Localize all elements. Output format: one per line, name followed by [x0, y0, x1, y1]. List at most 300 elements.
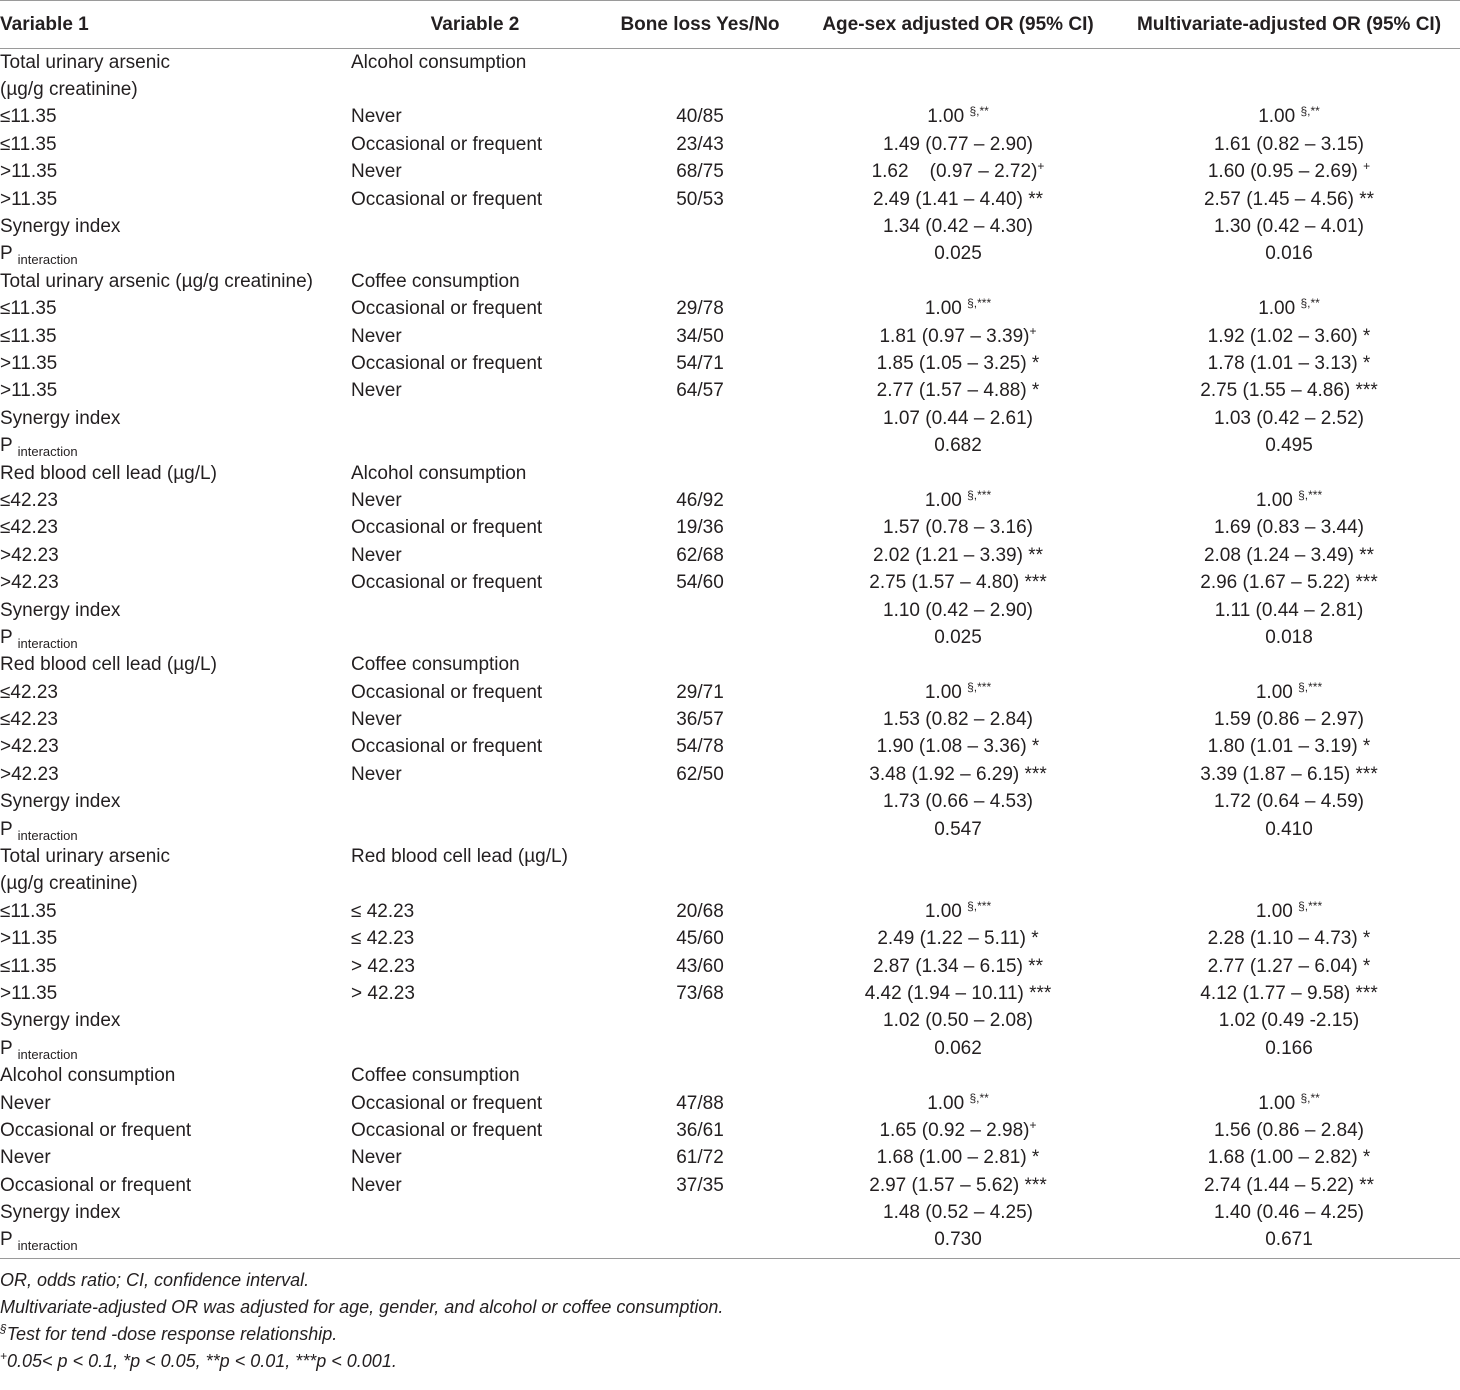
- cell-variable-1: [0, 350, 348, 377]
- variable-1-text: >42.23: [0, 763, 59, 785]
- bone-loss-text: 68/75: [676, 161, 724, 183]
- table-row: [0, 926, 1460, 953]
- age-sex-or-text: 1.00: [924, 298, 968, 320]
- multivariate-or-text: 0.671: [1265, 1229, 1313, 1251]
- significance-mark: §,**: [1300, 296, 1320, 311]
- variable-1-text: ≤11.35: [0, 955, 57, 977]
- cell-multivariate-or: [1118, 515, 1460, 542]
- cell-multivariate-or: [1118, 679, 1460, 706]
- cell-age-sex-or: [798, 953, 1118, 980]
- cell-variable-1: [0, 542, 348, 569]
- variable-2-text: Red blood cell lead (µg/L): [351, 846, 568, 868]
- bone-loss-text: 62/68: [676, 544, 724, 566]
- cell-variable-1: [0, 816, 348, 843]
- cell-multivariate-or: [1118, 1145, 1460, 1172]
- cell-variable-1: [0, 131, 348, 158]
- cell-variable-2: [348, 569, 602, 596]
- cell-bone-loss: [602, 624, 798, 651]
- variable-1-text: ≤42.23: [0, 489, 58, 511]
- cell-variable-1: [0, 898, 348, 925]
- table-row: [0, 104, 1460, 131]
- cell-bone-loss: [602, 405, 798, 432]
- age-sex-or-text: 1.85 (1.05 – 3.25) *: [876, 352, 1040, 374]
- variable-1-text: ≤11.35: [0, 900, 57, 922]
- table-row: [0, 980, 1460, 1007]
- cell-variable-1: [0, 241, 348, 268]
- table-row: [0, 542, 1460, 569]
- age-sex-or-text: 1.00: [927, 1092, 970, 1114]
- significance-mark: §,**: [969, 1090, 989, 1105]
- cell-variable-2: [348, 131, 602, 158]
- cell-variable-1: [0, 378, 348, 405]
- cell-variable-2: [348, 268, 602, 295]
- cell-bone-loss: [602, 898, 798, 925]
- cell-age-sex-or: [798, 186, 1118, 213]
- cell-bone-loss: [602, 980, 798, 1007]
- cell-bone-loss: [602, 1062, 798, 1089]
- cell-age-sex-or: [798, 926, 1118, 953]
- age-sex-or-text: 2.49 (1.41 – 4.40) **: [872, 188, 1044, 210]
- table-row: [0, 515, 1460, 542]
- cell-variable-2: [348, 241, 602, 268]
- variable-2-text: Never: [351, 709, 402, 731]
- cell-variable-1: [0, 871, 348, 898]
- cell-variable-1: [0, 706, 348, 733]
- cell-multivariate-or: [1118, 898, 1460, 925]
- age-sex-or-text: 2.97 (1.57 – 5.62) ***: [869, 1174, 1047, 1196]
- cell-bone-loss: [602, 49, 798, 77]
- cell-age-sex-or: [798, 542, 1118, 569]
- table-row: [0, 652, 1460, 679]
- cell-bone-loss: [602, 706, 798, 733]
- multivariate-or-text: 1.92 (1.02 – 3.60) *: [1207, 325, 1371, 347]
- table-row: [0, 432, 1460, 459]
- variable-2-text: Occasional or frequent: [351, 352, 543, 374]
- variable-1-text: ≤11.35: [0, 298, 57, 320]
- significance-mark: §,***: [967, 898, 992, 913]
- variable-1-text: >11.35: [0, 188, 58, 210]
- cell-age-sex-or: [798, 432, 1118, 459]
- cell-bone-loss: [602, 432, 798, 459]
- variable-2-text: Never: [351, 106, 402, 128]
- table-row: [0, 76, 1460, 103]
- cell-bone-loss: [602, 843, 798, 870]
- cell-variable-2: [348, 953, 602, 980]
- variable-1-text: ≤11.35: [0, 133, 57, 155]
- cell-age-sex-or: [798, 49, 1118, 77]
- significance-mark: §,***: [1298, 898, 1323, 913]
- multivariate-or-text: 1.11 (0.44 – 2.81): [1214, 599, 1364, 621]
- bone-loss-text: 62/50: [676, 763, 724, 785]
- cell-multivariate-or: [1118, 706, 1460, 733]
- cell-multivariate-or: [1118, 1117, 1460, 1144]
- age-sex-or-text: 2.49 (1.22 – 5.11) *: [877, 928, 1039, 950]
- table-row: [0, 1117, 1460, 1144]
- cell-age-sex-or: [798, 980, 1118, 1007]
- variable-1-text: >42.23: [0, 736, 59, 758]
- cell-multivariate-or: [1118, 926, 1460, 953]
- cell-variable-1: [0, 159, 348, 186]
- table-row: [0, 1090, 1460, 1117]
- cell-multivariate-or: [1118, 159, 1460, 186]
- cell-bone-loss: [602, 159, 798, 186]
- multivariate-or-text: 2.77 (1.27 – 6.04) *: [1207, 955, 1371, 977]
- age-sex-or-text: 1.10 (0.42 – 2.90): [883, 599, 1033, 621]
- table-row: [0, 1008, 1460, 1035]
- cell-variable-2: [348, 350, 602, 377]
- variable-2-text: Never: [351, 325, 402, 347]
- cell-variable-2: [348, 76, 602, 103]
- variable-1-text: >11.35: [0, 352, 58, 374]
- cell-variable-2: [348, 679, 602, 706]
- cell-multivariate-or: [1118, 953, 1460, 980]
- cell-age-sex-or: [798, 131, 1118, 158]
- significance-mark: §,**: [1300, 1090, 1320, 1105]
- cell-age-sex-or: [798, 816, 1118, 843]
- cell-variable-1: [0, 597, 348, 624]
- age-sex-or-text: 1.81 (0.97 – 3.39): [879, 325, 1030, 347]
- cell-variable-1: [0, 1062, 348, 1089]
- cell-age-sex-or: [798, 350, 1118, 377]
- bone-loss-text: 23/43: [676, 133, 724, 155]
- cell-age-sex-or: [798, 898, 1118, 925]
- cell-multivariate-or: [1118, 734, 1460, 761]
- cell-variable-1: [0, 1227, 348, 1254]
- cell-multivariate-or: [1118, 1035, 1460, 1062]
- variable-1-text: Synergy index: [0, 407, 121, 429]
- table-row: [0, 1062, 1460, 1089]
- bone-loss-text: 43/60: [676, 955, 724, 977]
- multivariate-or-text: 1.60 (0.95 – 2.69): [1207, 161, 1364, 183]
- variable-2-text: Never: [351, 161, 402, 183]
- cell-multivariate-or: [1118, 542, 1460, 569]
- cell-bone-loss: [602, 323, 798, 350]
- age-sex-or-text: 0.025: [934, 626, 982, 648]
- bone-loss-text: 61/72: [676, 1147, 724, 1169]
- table-row: [0, 789, 1460, 816]
- multivariate-or-text: 1.72 (0.64 – 4.59): [1214, 791, 1364, 813]
- bone-loss-text: 54/71: [676, 352, 724, 374]
- cell-age-sex-or: [798, 241, 1118, 268]
- bone-loss-text: 50/53: [676, 188, 724, 210]
- cell-variable-1: [0, 1117, 348, 1144]
- footnote-adjustment: Multivariate-adjusted OR was adjusted for age, gender, and alcohol or coffee consumption.: [0, 1297, 724, 1318]
- cell-multivariate-or: [1118, 296, 1460, 323]
- cell-multivariate-or: [1118, 268, 1460, 295]
- cell-bone-loss: [602, 515, 798, 542]
- variable-1-text: P: [0, 818, 13, 840]
- table-row: [0, 241, 1460, 268]
- variable-1-text: (µg/g creatinine): [0, 79, 138, 101]
- cell-age-sex-or: [798, 734, 1118, 761]
- cell-variable-1: [0, 268, 348, 295]
- variable-1-text: Total urinary arsenic (µg/g creatinine): [0, 270, 313, 292]
- bone-loss-text: 29/78: [676, 298, 724, 320]
- age-sex-or-text: 1.53 (0.82 – 2.84): [883, 709, 1033, 731]
- table-row: [0, 350, 1460, 377]
- table-row: [0, 460, 1460, 487]
- bone-loss-text: 19/36: [676, 517, 724, 539]
- table-row: [0, 816, 1460, 843]
- cell-bone-loss: [602, 542, 798, 569]
- significance-mark: §,***: [1298, 679, 1323, 694]
- table-row: [0, 131, 1460, 158]
- variable-1-text: Synergy index: [0, 599, 121, 621]
- cell-bone-loss: [602, 76, 798, 103]
- cell-multivariate-or: [1118, 405, 1460, 432]
- multivariate-or-text: 4.12 (1.77 – 9.58) ***: [1200, 982, 1378, 1004]
- significance-mark: +: [1363, 159, 1371, 174]
- cell-multivariate-or: [1118, 131, 1460, 158]
- cell-bone-loss: [602, 1199, 798, 1226]
- cell-variable-2: [348, 1035, 602, 1062]
- cell-multivariate-or: [1118, 487, 1460, 514]
- age-sex-or-text: 2.02 (1.21 – 3.39) **: [872, 544, 1044, 566]
- cell-age-sex-or: [798, 679, 1118, 706]
- cell-age-sex-or: [798, 159, 1118, 186]
- cell-bone-loss: [602, 378, 798, 405]
- cell-bone-loss: [602, 569, 798, 596]
- cell-age-sex-or: [798, 460, 1118, 487]
- table-row: [0, 624, 1460, 651]
- cell-age-sex-or: [798, 1008, 1118, 1035]
- multivariate-or-text: 1.69 (0.83 – 3.44): [1214, 517, 1364, 539]
- interaction-subscript: interaction: [17, 444, 78, 460]
- multivariate-or-text: 1.68 (1.00 – 2.82) *: [1207, 1147, 1371, 1169]
- table-row: [0, 1199, 1460, 1226]
- age-sex-or-text: 0.730: [934, 1229, 982, 1251]
- cell-variable-1: [0, 1199, 348, 1226]
- table-row: [0, 487, 1460, 514]
- table-row: [0, 898, 1460, 925]
- variable-1-text: >42.23: [0, 544, 59, 566]
- age-sex-or-text: 1.00: [924, 681, 968, 703]
- cell-variable-2: [348, 49, 602, 77]
- header-row: [0, 1, 1460, 49]
- cell-variable-1: [0, 405, 348, 432]
- footnote-significance-text: 0.05< p < 0.1, *p < 0.05, **p < 0.01, ***p < 0.001.: [7, 1351, 397, 1372]
- cell-variable-1: [0, 323, 348, 350]
- cell-age-sex-or: [798, 1062, 1118, 1089]
- cell-age-sex-or: [798, 1227, 1118, 1254]
- cell-variable-1: [0, 980, 348, 1007]
- cell-age-sex-or: [798, 1090, 1118, 1117]
- age-sex-or-text: 2.87 (1.34 – 6.15) **: [872, 955, 1044, 977]
- cell-multivariate-or: [1118, 49, 1460, 77]
- significance-mark: §,***: [967, 487, 992, 502]
- variable-1-text: ≤11.35: [0, 325, 57, 347]
- cell-variable-2: [348, 296, 602, 323]
- variable-2-text: Never: [351, 1174, 402, 1196]
- cell-variable-2: [348, 1090, 602, 1117]
- cell-multivariate-or: [1118, 761, 1460, 788]
- variable-2-text: Occasional or frequent: [351, 517, 543, 539]
- interaction-subscript: interaction: [17, 252, 78, 268]
- age-sex-or-text: 0.062: [934, 1037, 982, 1059]
- cell-bone-loss: [602, 131, 798, 158]
- cell-multivariate-or: [1118, 323, 1460, 350]
- cell-multivariate-or: [1118, 624, 1460, 651]
- table-row: [0, 761, 1460, 788]
- cell-multivariate-or: [1118, 378, 1460, 405]
- cell-multivariate-or: [1118, 213, 1460, 240]
- variable-1-text: Red blood cell lead (µg/L): [0, 462, 217, 484]
- footnote-significance: [0, 1348, 1460, 1375]
- cell-variable-2: [348, 980, 602, 1007]
- multivariate-or-text: 1.59 (0.86 – 2.97): [1214, 709, 1364, 731]
- bone-loss-text: 46/92: [676, 489, 724, 511]
- cell-bone-loss: [602, 460, 798, 487]
- age-sex-or-text: 2.77 (1.57 – 4.88) *: [876, 380, 1040, 402]
- cell-age-sex-or: [798, 706, 1118, 733]
- table-row: [0, 953, 1460, 980]
- table-row: [0, 1172, 1460, 1199]
- cell-bone-loss: [602, 871, 798, 898]
- cell-bone-loss: [602, 1090, 798, 1117]
- variable-1-text: Occasional or frequent: [0, 1119, 192, 1141]
- header-variable-2: Variable 2: [348, 1, 602, 49]
- variable-1-text: >11.35: [0, 380, 58, 402]
- variable-1-text: >11.35: [0, 982, 58, 1004]
- significance-mark: §,***: [967, 679, 992, 694]
- cell-variable-1: [0, 843, 348, 870]
- cell-age-sex-or: [798, 1145, 1118, 1172]
- cell-variable-2: [348, 186, 602, 213]
- variable-1-text: Synergy index: [0, 216, 121, 238]
- variable-2-text: Occasional or frequent: [351, 572, 543, 594]
- cell-variable-1: [0, 104, 348, 131]
- cell-variable-1: [0, 186, 348, 213]
- table-row: [0, 1035, 1460, 1062]
- cell-variable-2: [348, 432, 602, 459]
- cell-variable-1: [0, 569, 348, 596]
- variable-1-text: >11.35: [0, 161, 58, 183]
- cell-variable-2: [348, 624, 602, 651]
- variable-1-text: Total urinary arsenic: [0, 51, 171, 73]
- bone-loss-text: 34/50: [676, 325, 724, 347]
- variable-2-text: Coffee consumption: [351, 1065, 520, 1087]
- multivariate-or-text: 1.30 (0.42 – 4.01): [1214, 216, 1364, 238]
- cell-variable-1: [0, 1035, 348, 1062]
- variable-2-text: Never: [351, 544, 402, 566]
- cell-variable-2: [348, 542, 602, 569]
- multivariate-or-text: 1.78 (1.01 – 3.13) *: [1207, 352, 1371, 374]
- cell-variable-2: [348, 487, 602, 514]
- cell-bone-loss: [602, 734, 798, 761]
- cell-variable-1: [0, 652, 348, 679]
- cell-variable-1: [0, 1145, 348, 1172]
- multivariate-or-text: 0.495: [1265, 435, 1313, 457]
- multivariate-or-text: 2.75 (1.55 – 4.86) ***: [1200, 380, 1378, 402]
- age-sex-or-text: 1.73 (0.66 – 4.53): [883, 791, 1033, 813]
- variable-2-text: > 42.23: [351, 955, 415, 977]
- multivariate-or-text: 1.00: [1255, 681, 1299, 703]
- cell-variable-1: [0, 761, 348, 788]
- cell-bone-loss: [602, 487, 798, 514]
- age-sex-or-text: 1.00: [924, 489, 968, 511]
- multivariate-or-text: 1.00: [1258, 298, 1301, 320]
- cell-variable-1: [0, 734, 348, 761]
- age-sex-or-text: 1.48 (0.52 – 4.25): [883, 1202, 1033, 1224]
- cell-variable-1: [0, 460, 348, 487]
- age-sex-or-text: 2.75 (1.57 – 4.80) ***: [869, 572, 1047, 594]
- cell-multivariate-or: [1118, 597, 1460, 624]
- cell-age-sex-or: [798, 843, 1118, 870]
- multivariate-or-text: 1.40 (0.46 – 4.25): [1214, 1202, 1364, 1224]
- age-sex-or-text: 1.57 (0.78 – 3.16): [883, 517, 1033, 539]
- cell-bone-loss: [602, 1172, 798, 1199]
- table-row: [0, 323, 1460, 350]
- cell-bone-loss: [602, 652, 798, 679]
- variable-2-text: Occasional or frequent: [351, 681, 543, 703]
- cell-multivariate-or: [1118, 1227, 1460, 1254]
- bone-loss-text: 29/71: [676, 681, 724, 703]
- variable-1-text: ≤42.23: [0, 709, 58, 731]
- cell-bone-loss: [602, 1145, 798, 1172]
- cell-variable-2: [348, 871, 602, 898]
- cell-age-sex-or: [798, 624, 1118, 651]
- cell-variable-1: [0, 76, 348, 103]
- cell-variable-2: [348, 104, 602, 131]
- age-sex-or-text: 1.07 (0.44 – 2.61): [883, 407, 1033, 429]
- age-sex-or-text: 1.02 (0.50 – 2.08): [883, 1010, 1033, 1032]
- cell-variable-1: [0, 515, 348, 542]
- footnotes: [0, 1258, 1460, 1375]
- cell-bone-loss: [602, 186, 798, 213]
- cell-variable-2: [348, 1145, 602, 1172]
- significance-mark: §,***: [967, 296, 992, 311]
- cell-variable-2: [348, 652, 602, 679]
- significance-mark: +: [1029, 323, 1037, 338]
- variable-1-text: ≤42.23: [0, 681, 58, 703]
- multivariate-or-text: 1.00: [1258, 106, 1301, 128]
- bone-loss-text: 45/60: [676, 928, 724, 950]
- table-row: [0, 569, 1460, 596]
- cell-variable-2: [348, 843, 602, 870]
- cell-age-sex-or: [798, 761, 1118, 788]
- age-sex-or-text: 1.00: [927, 106, 970, 128]
- bone-loss-text: 36/61: [676, 1119, 724, 1141]
- footnote-trend: [0, 1321, 1460, 1348]
- age-sex-or-text: 1.62 (0.97 – 2.72): [871, 161, 1038, 183]
- variable-1-text: >11.35: [0, 928, 58, 950]
- interaction-subscript: interaction: [17, 1238, 78, 1254]
- cell-bone-loss: [602, 679, 798, 706]
- cell-variable-1: [0, 679, 348, 706]
- cell-age-sex-or: [798, 597, 1118, 624]
- bone-loss-text: 40/85: [676, 106, 724, 128]
- cell-bone-loss: [602, 953, 798, 980]
- cell-variable-1: [0, 487, 348, 514]
- variable-1-text: ≤42.23: [0, 517, 58, 539]
- cell-age-sex-or: [798, 296, 1118, 323]
- table-row: [0, 871, 1460, 898]
- cell-variable-1: [0, 1090, 348, 1117]
- table-row: [0, 159, 1460, 186]
- variable-1-text: Synergy index: [0, 1202, 121, 1224]
- cell-bone-loss: [602, 268, 798, 295]
- variable-1-text: P: [0, 1229, 13, 1251]
- table-row: [0, 378, 1460, 405]
- cell-variable-2: [348, 1172, 602, 1199]
- variable-1-text: Synergy index: [0, 1010, 121, 1032]
- cell-bone-loss: [602, 1117, 798, 1144]
- cell-multivariate-or: [1118, 1090, 1460, 1117]
- variable-2-text: Never: [351, 1147, 402, 1169]
- cell-multivariate-or: [1118, 871, 1460, 898]
- table-row: [0, 186, 1460, 213]
- interaction-subscript: interaction: [17, 1046, 78, 1062]
